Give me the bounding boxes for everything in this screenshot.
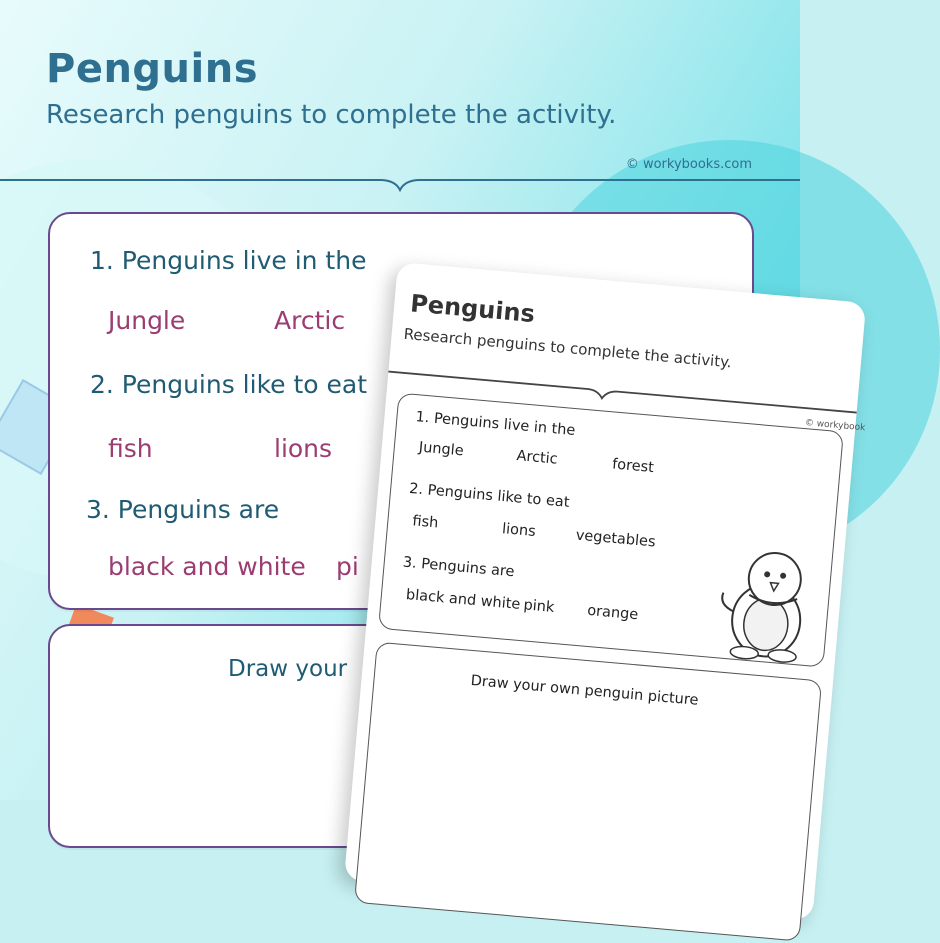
draw-label: Draw your bbox=[228, 656, 348, 682]
penguin-illustration bbox=[708, 538, 828, 667]
question-label: 3. Penguins are bbox=[86, 495, 280, 524]
worksheet-option: black and white bbox=[405, 586, 521, 613]
worksheet-option: lions bbox=[501, 521, 537, 540]
worksheet-draw-label: Draw your own penguin picture bbox=[470, 672, 699, 709]
answer-option[interactable]: lions bbox=[274, 434, 333, 463]
worksheet-option: Arctic bbox=[515, 448, 559, 468]
worksheet-question: 3. Penguins are bbox=[402, 554, 516, 581]
worksheet-option: forest bbox=[611, 456, 655, 477]
page-subtitle: Research penguins to complete the activity. bbox=[46, 100, 617, 130]
page-title: Penguins bbox=[46, 46, 259, 92]
answer-option[interactable]: pi bbox=[336, 552, 359, 581]
worksheet-preview bbox=[344, 262, 866, 921]
worksheet-option: orange bbox=[586, 602, 639, 624]
worksheet-option: pink bbox=[522, 597, 555, 616]
worksheet-question: 1. Penguins live in the bbox=[414, 409, 576, 440]
worksheet-title: Penguins bbox=[409, 289, 537, 329]
question-label: 1. Penguins live in the bbox=[90, 246, 367, 275]
worksheet-credit: © workybook bbox=[804, 418, 866, 434]
worksheet-drawing-card bbox=[354, 642, 822, 942]
worksheet-subtitle: Research penguins to complete the activity. bbox=[402, 324, 733, 372]
answer-option[interactable]: black and white bbox=[108, 552, 306, 581]
answer-option[interactable]: Jungle bbox=[108, 306, 186, 335]
answer-option[interactable]: Arctic bbox=[274, 306, 346, 335]
answer-option[interactable]: fish bbox=[108, 434, 153, 463]
header-divider bbox=[0, 176, 800, 196]
question-label: 2. Penguins like to eat bbox=[90, 370, 368, 399]
worksheet-option: Jungle bbox=[418, 439, 465, 460]
worksheet-option: fish bbox=[411, 513, 439, 532]
worksheet-questions-card bbox=[378, 393, 844, 668]
worksheet-option: vegetables bbox=[575, 527, 657, 551]
credit-text: © workybooks.com bbox=[625, 157, 752, 172]
worksheet-question: 2. Penguins like to eat bbox=[408, 480, 571, 511]
header bbox=[0, 0, 800, 180]
